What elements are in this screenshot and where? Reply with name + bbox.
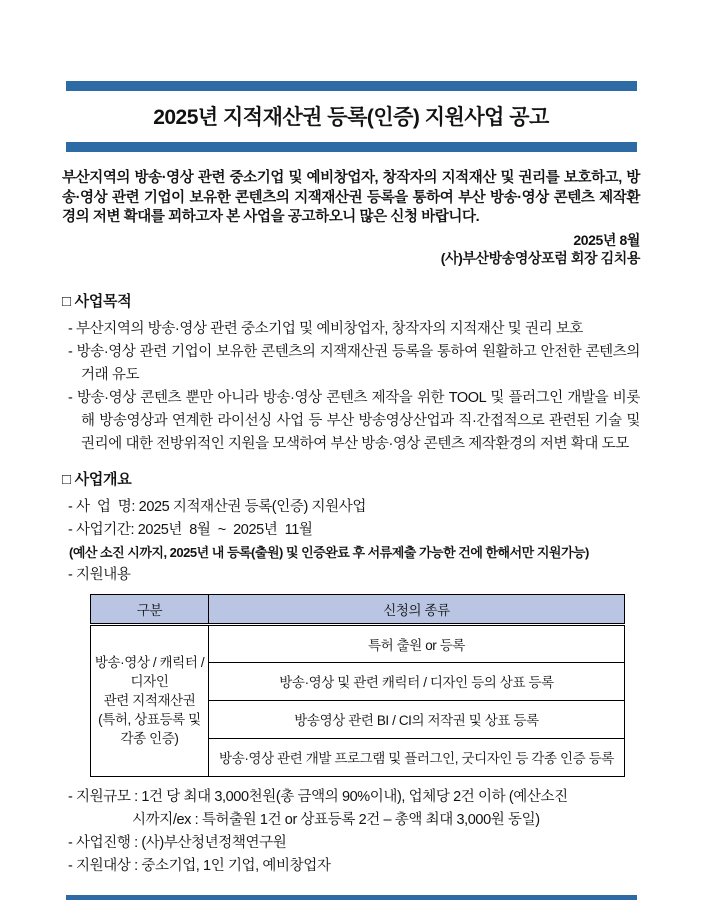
table-type-cell: 특허 출원 or 등록 xyxy=(209,624,625,662)
table-header-type: 신청의 종류 xyxy=(209,594,625,624)
table-category-cell xyxy=(91,624,209,776)
title-bottom-rule xyxy=(66,142,637,152)
category-line: 관련 지적재산권 xyxy=(103,693,196,708)
announcement-signer: (사)부산방송영상포럼 회장 김치용 xyxy=(440,249,640,266)
section-heading-purpose: □ 사업목적 xyxy=(62,292,132,310)
overview-item-content: - 지원내용 xyxy=(68,566,131,583)
purpose-item: - 부산지역의 방송·영상 관련 중소기업 및 예비창업자, 창작자의 지적재산 및 권리 보호 xyxy=(68,320,584,337)
date-signature-block xyxy=(62,231,640,267)
page-bottom-rule xyxy=(66,895,637,900)
announcement-date: 2025년 8월 xyxy=(573,231,640,248)
detail-list xyxy=(62,786,640,878)
support-content-table xyxy=(90,594,625,777)
category-line: (특허, 상표등록 및 xyxy=(98,712,201,727)
overview-item-name: - 사 업 명: 2025 지적재산권 등록(인증) 지원사업 xyxy=(68,498,366,515)
overview-item-period: - 사업기간: 2025년 8월 ~ 2025년 11월 xyxy=(68,521,313,538)
table-header-row xyxy=(91,594,625,624)
category-line: 각종 인증) xyxy=(120,731,179,746)
detail-scale-line2: 시까지/ex : 특허출원 1건 or 상표등록 2건 – 총액 최대 3,000원 동일) xyxy=(132,811,540,828)
table-type-cell: 방송·영상 및 관련 캐릭터 / 디자인 등의 상표 등록 xyxy=(209,662,625,700)
detail-scale-line1: - 지원규모 : 1건 당 최대 3,000천원(총 금액의 90%이내), 업체당 2건 이하 (예산소진 xyxy=(68,788,568,805)
table-row xyxy=(91,624,625,662)
title-top-rule xyxy=(66,81,637,91)
document-body xyxy=(62,169,640,878)
page-title: 2025년 지적재산권 등록(인증) 지원사업 공고 xyxy=(153,106,549,129)
overview-period-note: (예산 소진 시까지, 2025년 내 등록(출원) 및 인증완료 후 서류제출 가능한 건에 한해서만 지원가능) xyxy=(69,544,589,560)
purpose-list xyxy=(62,318,640,456)
category-line: 디자인 xyxy=(130,674,169,689)
table-type-cell: 방송·영상 관련 개발 프로그램 및 플러그인, 굿디자인 등 각종 인증 등록 xyxy=(209,738,625,776)
top-margin xyxy=(0,0,702,81)
table-header-category: 구분 xyxy=(91,594,209,624)
intro-paragraph: 부산지역의 방송·영상 관련 중소기업 및 예비창업자, 창작자의 지적재산 및 권리를 보호하고, 방송·영상 관련 기업이 보유한 콘텐츠의 지잭재산권 등록을 통하여 부산 방송·영상 콘텐츠 제작환경의 저변 확대를 꾀하고자 본 사업을 공고하오니 많은 신청 바랍니다. xyxy=(62,170,640,225)
purpose-item: - 방송·영상 관련 기업이 보유한 콘텐츠의 지잭재산권 등록을 통하여 원활하고 안전한 콘텐츠의 거래 유도 xyxy=(68,343,640,383)
table-type-cell: 방송영상 관련 BI / CI의 저작권 및 상표 등록 xyxy=(209,700,625,738)
section-heading-overview: □ 사업개요 xyxy=(62,470,132,488)
category-line: 방송·영상 / 캐릭터 / xyxy=(94,655,205,670)
overview-list xyxy=(62,496,640,587)
purpose-item: - 방송·영상 콘텐츠 뿐만 아니라 방송·영상 콘텐츠 제작을 위한 TOOL 및 플러그인 개발을 비롯해 방송영상과 연계한 라이선싱 사업 등 부산 방송영상산업과 직·간접적으로 관련된 기술 및 권리에 대한 전방위적인 지원을 모색하여 부산 방송·영상 콘텐츠 제작환경의 저변 확대 도모 xyxy=(68,389,640,452)
detail-operator: - 사업진행 : (사)부산청년정책연구원 xyxy=(68,834,287,851)
detail-target: - 지원대상 : 중소기업, 1인 기업, 예비창업자 xyxy=(68,857,331,874)
